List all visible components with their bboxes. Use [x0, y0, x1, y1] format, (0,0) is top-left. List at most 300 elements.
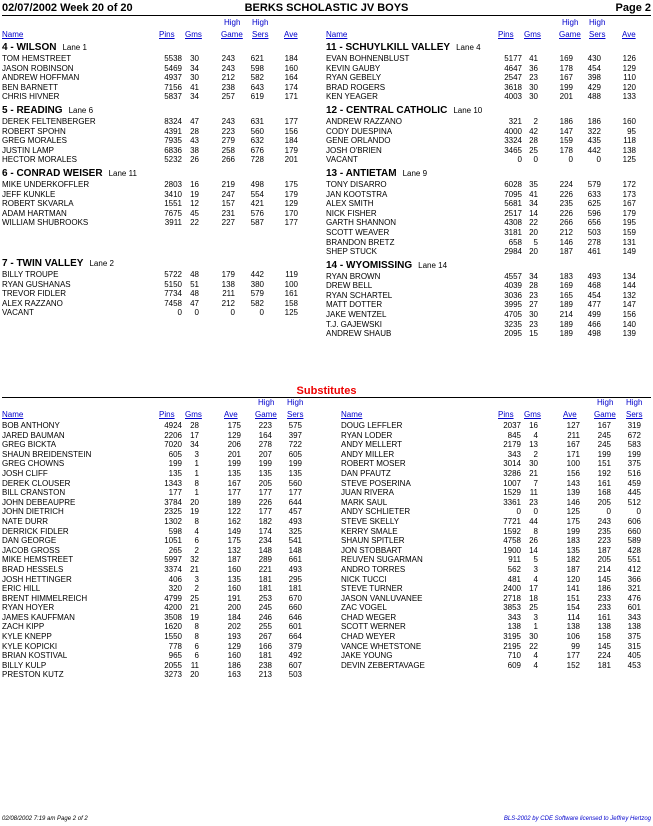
team-gap: [326, 339, 651, 342]
pins-value: 1592: [503, 526, 521, 536]
player-name: KEN YEAGER: [326, 92, 378, 102]
high-series-value: 148: [288, 545, 302, 555]
high-game-value: 223: [597, 536, 611, 546]
pins-value: 5177: [504, 54, 522, 63]
games-value: 28: [529, 136, 538, 146]
high-series-value: 621: [250, 54, 264, 63]
player-row: [341, 440, 651, 450]
high-series-value: 575: [288, 421, 302, 430]
player-row: [326, 64, 651, 74]
high-series-value: 0: [596, 155, 601, 165]
high-game-value: 266: [559, 218, 573, 228]
high-series-value: 560: [250, 126, 264, 136]
pins-value: 2037: [503, 421, 521, 430]
high-game-value: 223: [221, 126, 235, 136]
pins-value: 609: [507, 660, 521, 670]
high-game-value: 178: [559, 63, 573, 73]
games-value: 32: [190, 555, 199, 565]
games-value: 25: [529, 145, 538, 155]
col-game: Game: [559, 30, 581, 39]
page-title: BERKS SCHOLASTIC JV BOYS: [244, 2, 409, 14]
games-value: 47: [190, 116, 199, 126]
high-game-value: 213: [258, 670, 272, 680]
left-column-header: [2, 18, 302, 40]
player-row: [2, 83, 302, 93]
team-title: [2, 42, 302, 54]
high-series-value: 325: [288, 526, 302, 536]
average-value: 149: [622, 247, 636, 257]
average-value: 131: [622, 237, 636, 247]
high-game-value: 221: [258, 564, 272, 574]
high-game-value: 181: [258, 651, 272, 661]
games-value: 8: [533, 526, 538, 536]
footer-right: BLS-2002 by CDE Software licensed to Jeffrey Hertzog: [503, 816, 651, 822]
high-game-value: 266: [221, 155, 235, 165]
pins-value: 2195: [503, 641, 521, 651]
games-value: 4: [533, 574, 538, 584]
high-game-value: 169: [559, 54, 573, 63]
high-game-value: 243: [221, 116, 235, 126]
player-row: [326, 190, 651, 200]
pins-value: 4705: [504, 310, 522, 320]
high-series-value: 278: [587, 237, 601, 247]
player-row: [2, 517, 312, 527]
high-series-value: 582: [250, 73, 264, 83]
player-row: [326, 329, 651, 339]
average-value: 167: [622, 199, 636, 209]
games-value: 22: [529, 641, 538, 651]
right-column-header: [326, 18, 651, 40]
average-value: 179: [622, 208, 636, 218]
high-series-value: 631: [250, 116, 264, 126]
pins-value: 5150: [164, 279, 182, 289]
player-name: JOSH CLIFF: [2, 468, 48, 478]
average-value: 99: [571, 641, 580, 651]
high-game-value: 212: [559, 227, 573, 237]
page-header: [2, 2, 651, 15]
player-row: [341, 498, 651, 508]
average-value: 179: [284, 189, 298, 199]
player-row: [2, 565, 312, 575]
average-value: 129: [622, 63, 636, 73]
player-row: [2, 594, 312, 604]
high-game-value: 214: [597, 564, 611, 574]
player-row: [341, 546, 651, 556]
col-gms: Gms: [524, 410, 541, 419]
col-high: High: [287, 398, 304, 407]
high-series-value: 579: [250, 289, 264, 299]
high-series-value: 379: [288, 641, 302, 651]
player-name: JAN KOOTSTRA: [326, 189, 388, 199]
high-game-value: 166: [258, 641, 272, 651]
col-game: Game: [221, 30, 243, 39]
team-lane: Lane 2: [89, 258, 114, 268]
average-value: 118: [623, 136, 636, 146]
high-series-value: 583: [627, 440, 641, 450]
subs-left: [2, 421, 312, 680]
player-row: [2, 622, 312, 632]
average-value: 120: [622, 82, 636, 92]
pins-value: 7935: [164, 136, 182, 146]
high-series-value: 0: [636, 507, 641, 517]
high-series-value: 632: [250, 136, 264, 146]
col-name: Name: [326, 30, 348, 39]
high-game-value: 223: [258, 421, 272, 430]
games-value: 20: [190, 670, 199, 680]
player-name: BEN BARNETT: [2, 82, 59, 92]
high-series-value: 366: [627, 574, 641, 584]
high-series-value: 454: [587, 290, 601, 300]
player-name: BILL CRANSTON: [2, 488, 66, 498]
games-value: 4: [533, 651, 538, 661]
high-game-value: 243: [597, 516, 611, 526]
games-value: 1: [533, 622, 538, 632]
games-value: 30: [529, 632, 538, 642]
average-value: 152: [566, 660, 580, 670]
player-row: [341, 661, 651, 671]
player-row: [2, 299, 302, 309]
col-high: High: [224, 18, 241, 27]
player-name: EVAN BOHNENBLUST: [326, 54, 410, 63]
high-series-value: 499: [587, 310, 601, 320]
high-game-value: 167: [597, 421, 611, 430]
games-value: 28: [529, 281, 538, 291]
col-pins: Pins: [498, 410, 514, 419]
pins-value: 605: [168, 449, 182, 459]
col-high: High: [252, 18, 269, 27]
average-value: 134: [622, 271, 636, 281]
player-row: [2, 64, 302, 74]
player-row: [326, 247, 651, 257]
games-value: 4: [194, 526, 199, 536]
player-row: [326, 127, 651, 137]
average-value: 160: [284, 63, 298, 73]
pins-value: 1620: [164, 622, 182, 632]
player-name: JARED BAUMAN: [2, 430, 65, 440]
pins-value: 7095: [504, 189, 522, 199]
high-series-value: 397: [288, 430, 302, 440]
average-value: 167: [227, 478, 241, 488]
high-series-value: 319: [627, 421, 641, 430]
player-row: [341, 517, 651, 527]
player-name: MARK SAUL: [341, 497, 388, 507]
high-game-value: 247: [221, 189, 235, 199]
player-name: STEVE TURNER: [341, 584, 403, 594]
average-value: 191: [227, 593, 241, 603]
high-series-value: 722: [288, 440, 302, 450]
pins-value: 4003: [504, 92, 522, 102]
pins-value: 3324: [504, 136, 522, 146]
average-value: 179: [284, 145, 298, 155]
average-value: 160: [227, 564, 241, 574]
high-series-value: 488: [587, 92, 601, 102]
games-value: 34: [190, 440, 199, 450]
average-value: 120: [566, 574, 580, 584]
games-value: 1: [194, 459, 199, 469]
pins-value: 8324: [164, 116, 182, 126]
average-value: 119: [285, 269, 298, 279]
high-series-value: 321: [627, 584, 641, 594]
games-value: 5: [533, 237, 538, 247]
games-value: 34: [190, 63, 199, 73]
pins-value: 2206: [164, 430, 182, 440]
high-series-value: 579: [587, 179, 601, 189]
average-value: 160: [622, 116, 636, 126]
player-name: ALEX SMITH: [326, 199, 374, 209]
average-value: 177: [284, 218, 298, 228]
player-name: CODY DUESPINA: [326, 126, 393, 136]
player-name: SCOTT WEAVER: [326, 227, 390, 237]
player-name: ANDREW HOFFMAN: [2, 73, 80, 83]
player-name: DEREK FELTENBERGER: [2, 116, 96, 126]
games-value: 26: [190, 155, 199, 165]
high-series-value: 476: [627, 593, 641, 603]
player-row: [326, 281, 651, 291]
player-row: [341, 488, 651, 498]
player-row: [326, 291, 651, 301]
player-row: [341, 603, 651, 613]
pins-value: 6836: [164, 145, 182, 155]
pins-value: 3911: [164, 218, 182, 228]
team-name: 5 - READING: [2, 104, 63, 116]
player-row: [2, 546, 312, 556]
player-row: [2, 575, 312, 585]
average-value: 125: [622, 155, 636, 165]
pins-value: 2095: [504, 329, 522, 339]
player-name: DERRICK FIDLER: [2, 526, 69, 536]
high-game-value: 177: [258, 507, 272, 517]
pins-value: 911: [508, 555, 521, 565]
col-pins: Pins: [159, 30, 175, 39]
pins-value: 135: [168, 468, 182, 478]
games-value: 14: [529, 208, 538, 218]
games-value: 3: [194, 574, 199, 584]
games-value: 3: [533, 564, 538, 574]
col-name: Name: [2, 30, 24, 39]
high-series-value: 343: [627, 612, 641, 622]
player-row: [2, 421, 312, 431]
average-value: 122: [227, 507, 241, 517]
games-value: 45: [190, 208, 199, 218]
player-name: JAMES KAUFFMAN: [2, 612, 75, 622]
games-value: 28: [190, 126, 199, 136]
games-value: 41: [190, 82, 199, 92]
player-row: [2, 92, 302, 102]
player-row: [341, 421, 651, 431]
player-row: [326, 218, 651, 228]
high-series-value: 454: [587, 63, 601, 73]
games-value: 2: [533, 116, 538, 126]
team-title: [326, 42, 651, 54]
games-value: 4: [533, 660, 538, 670]
col-sers: Sers: [287, 410, 304, 419]
team-title: [326, 105, 651, 117]
average-value: 140: [622, 319, 636, 329]
player-row: [326, 199, 651, 209]
high-game-value: 181: [258, 584, 272, 594]
average-value: 129: [284, 199, 298, 209]
player-row: [326, 54, 651, 64]
average-value: 177: [566, 651, 580, 661]
col-gms: Gms: [185, 30, 202, 39]
high-series-value: 199: [627, 449, 641, 459]
pins-value: 3410: [164, 189, 182, 199]
pins-value: 3014: [503, 459, 521, 469]
high-series-value: 516: [627, 468, 641, 478]
col-sers: Sers: [589, 30, 606, 39]
games-value: 17: [529, 584, 538, 594]
high-game-value: 148: [258, 545, 272, 555]
high-series-value: 498: [250, 179, 264, 189]
average-value: 139: [566, 488, 580, 498]
player-row: [2, 270, 302, 280]
average-value: 156: [284, 126, 298, 136]
games-value: 23: [529, 290, 538, 300]
high-game-value: 234: [258, 536, 272, 546]
player-name: KYLE KOPICKI: [2, 641, 58, 651]
high-game-value: 226: [258, 497, 272, 507]
games-value: 22: [529, 218, 538, 228]
player-name: STEVE POSERINA: [341, 478, 411, 488]
average-value: 141: [566, 584, 580, 594]
games-value: 41: [529, 54, 538, 63]
player-row: [326, 83, 651, 93]
average-value: 161: [284, 289, 298, 299]
high-series-value: 177: [288, 488, 302, 498]
average-value: 159: [622, 227, 636, 237]
player-name: SCOTT WERNER: [341, 622, 406, 632]
games-value: 30: [529, 459, 538, 469]
player-name: ADAM HARTMAN: [2, 208, 67, 218]
high-game-value: 245: [597, 440, 611, 450]
high-game-value: 279: [221, 136, 235, 146]
games-value: 6: [194, 536, 199, 546]
player-name: NATE DURR: [2, 516, 49, 526]
games-value: 11: [190, 660, 199, 670]
team-title: [326, 168, 651, 180]
player-row: [341, 527, 651, 537]
high-game-value: 174: [258, 526, 272, 536]
pins-value: 343: [507, 449, 521, 459]
player-name: ZACH KIPP: [2, 622, 45, 632]
player-row: [2, 651, 312, 661]
pins-value: 1529: [503, 488, 521, 498]
games-value: 17: [190, 430, 199, 440]
games-value: 8: [194, 632, 199, 642]
player-row: [2, 603, 312, 613]
player-row: [2, 642, 312, 652]
pins-value: 4200: [164, 603, 182, 613]
games-value: 27: [529, 300, 538, 310]
team-name: 6 - CONRAD WEISER: [2, 167, 103, 179]
player-row: [341, 575, 651, 585]
player-name: MIKE HEMSTREET: [2, 555, 74, 565]
player-name: CHAD WEYER: [341, 632, 396, 642]
games-value: 23: [529, 73, 538, 83]
high-series-value: 643: [250, 82, 264, 92]
col-high: High: [626, 398, 643, 407]
pins-value: 3273: [164, 670, 182, 680]
pins-value: 4647: [504, 63, 522, 73]
high-series-value: 512: [627, 497, 641, 507]
high-series-value: 492: [288, 651, 302, 661]
player-name: GREG BICKTA: [2, 440, 57, 450]
player-row: [2, 431, 312, 441]
player-name: DOUG LEFFLER: [341, 421, 403, 430]
player-name: ANDY SCHLIETER: [341, 507, 411, 517]
player-row: [2, 209, 302, 219]
games-value: 6: [194, 641, 199, 651]
player-row: [326, 117, 651, 127]
high-game-value: 187: [597, 545, 611, 555]
games-value: 34: [190, 92, 199, 102]
high-series-value: 442: [587, 145, 601, 155]
high-game-value: 201: [559, 92, 573, 102]
pins-value: 0: [177, 308, 182, 318]
player-name: JASON ROBINSON: [2, 63, 74, 73]
substitutes-title: Substitutes: [296, 385, 357, 397]
high-game-value: 183: [559, 271, 573, 281]
high-series-value: 601: [627, 603, 641, 613]
average-value: 187: [227, 555, 241, 565]
high-game-value: 186: [597, 584, 611, 594]
player-row: [2, 146, 302, 156]
player-name: SHEP STUCK: [326, 247, 377, 257]
col-gms: Gms: [524, 30, 541, 39]
player-name: RYAN GUSHANAS: [2, 279, 71, 289]
pins-value: 778: [168, 641, 182, 651]
high-series-value: 430: [587, 54, 601, 63]
high-game-value: 177: [258, 488, 272, 498]
player-row: [2, 584, 312, 594]
player-row: [2, 527, 312, 537]
games-value: 0: [533, 155, 538, 165]
player-row: [2, 450, 312, 460]
pins-value: 6028: [504, 179, 522, 189]
high-series-value: 322: [587, 126, 601, 136]
player-row: [326, 73, 651, 83]
high-series-value: 380: [250, 279, 264, 289]
high-series-value: 551: [627, 555, 641, 565]
high-series-value: 135: [288, 468, 302, 478]
player-name: ROBERT MOSER: [341, 459, 406, 469]
player-row: [341, 565, 651, 575]
col-sers: Sers: [252, 30, 269, 39]
player-name: ANDY MILLER: [341, 449, 395, 459]
player-name: JON STOBBART: [341, 545, 403, 555]
average-value: 201: [227, 449, 241, 459]
average-value: 193: [227, 632, 241, 642]
high-game-value: 214: [559, 310, 573, 320]
high-game-value: 0: [606, 507, 611, 517]
games-value: 47: [190, 298, 199, 308]
player-name: GREG CHOWNS: [2, 459, 65, 469]
pins-value: 3195: [503, 632, 521, 642]
high-game-value: 278: [258, 440, 272, 450]
player-row: [326, 209, 651, 219]
player-name: RYAN LODER: [341, 430, 393, 440]
high-game-value: 161: [597, 478, 611, 488]
high-series-value: 0: [259, 308, 264, 318]
pins-value: 1551: [164, 199, 182, 209]
high-game-value: 157: [221, 199, 235, 209]
games-value: 20: [190, 497, 199, 507]
player-row: [2, 469, 312, 479]
player-name: ANDRO TORRES: [341, 564, 406, 574]
team-lane: Lane 6: [68, 105, 94, 115]
player-name: WILLIAM SHUBROOKS: [2, 218, 89, 228]
pins-value: 4039: [504, 281, 522, 291]
